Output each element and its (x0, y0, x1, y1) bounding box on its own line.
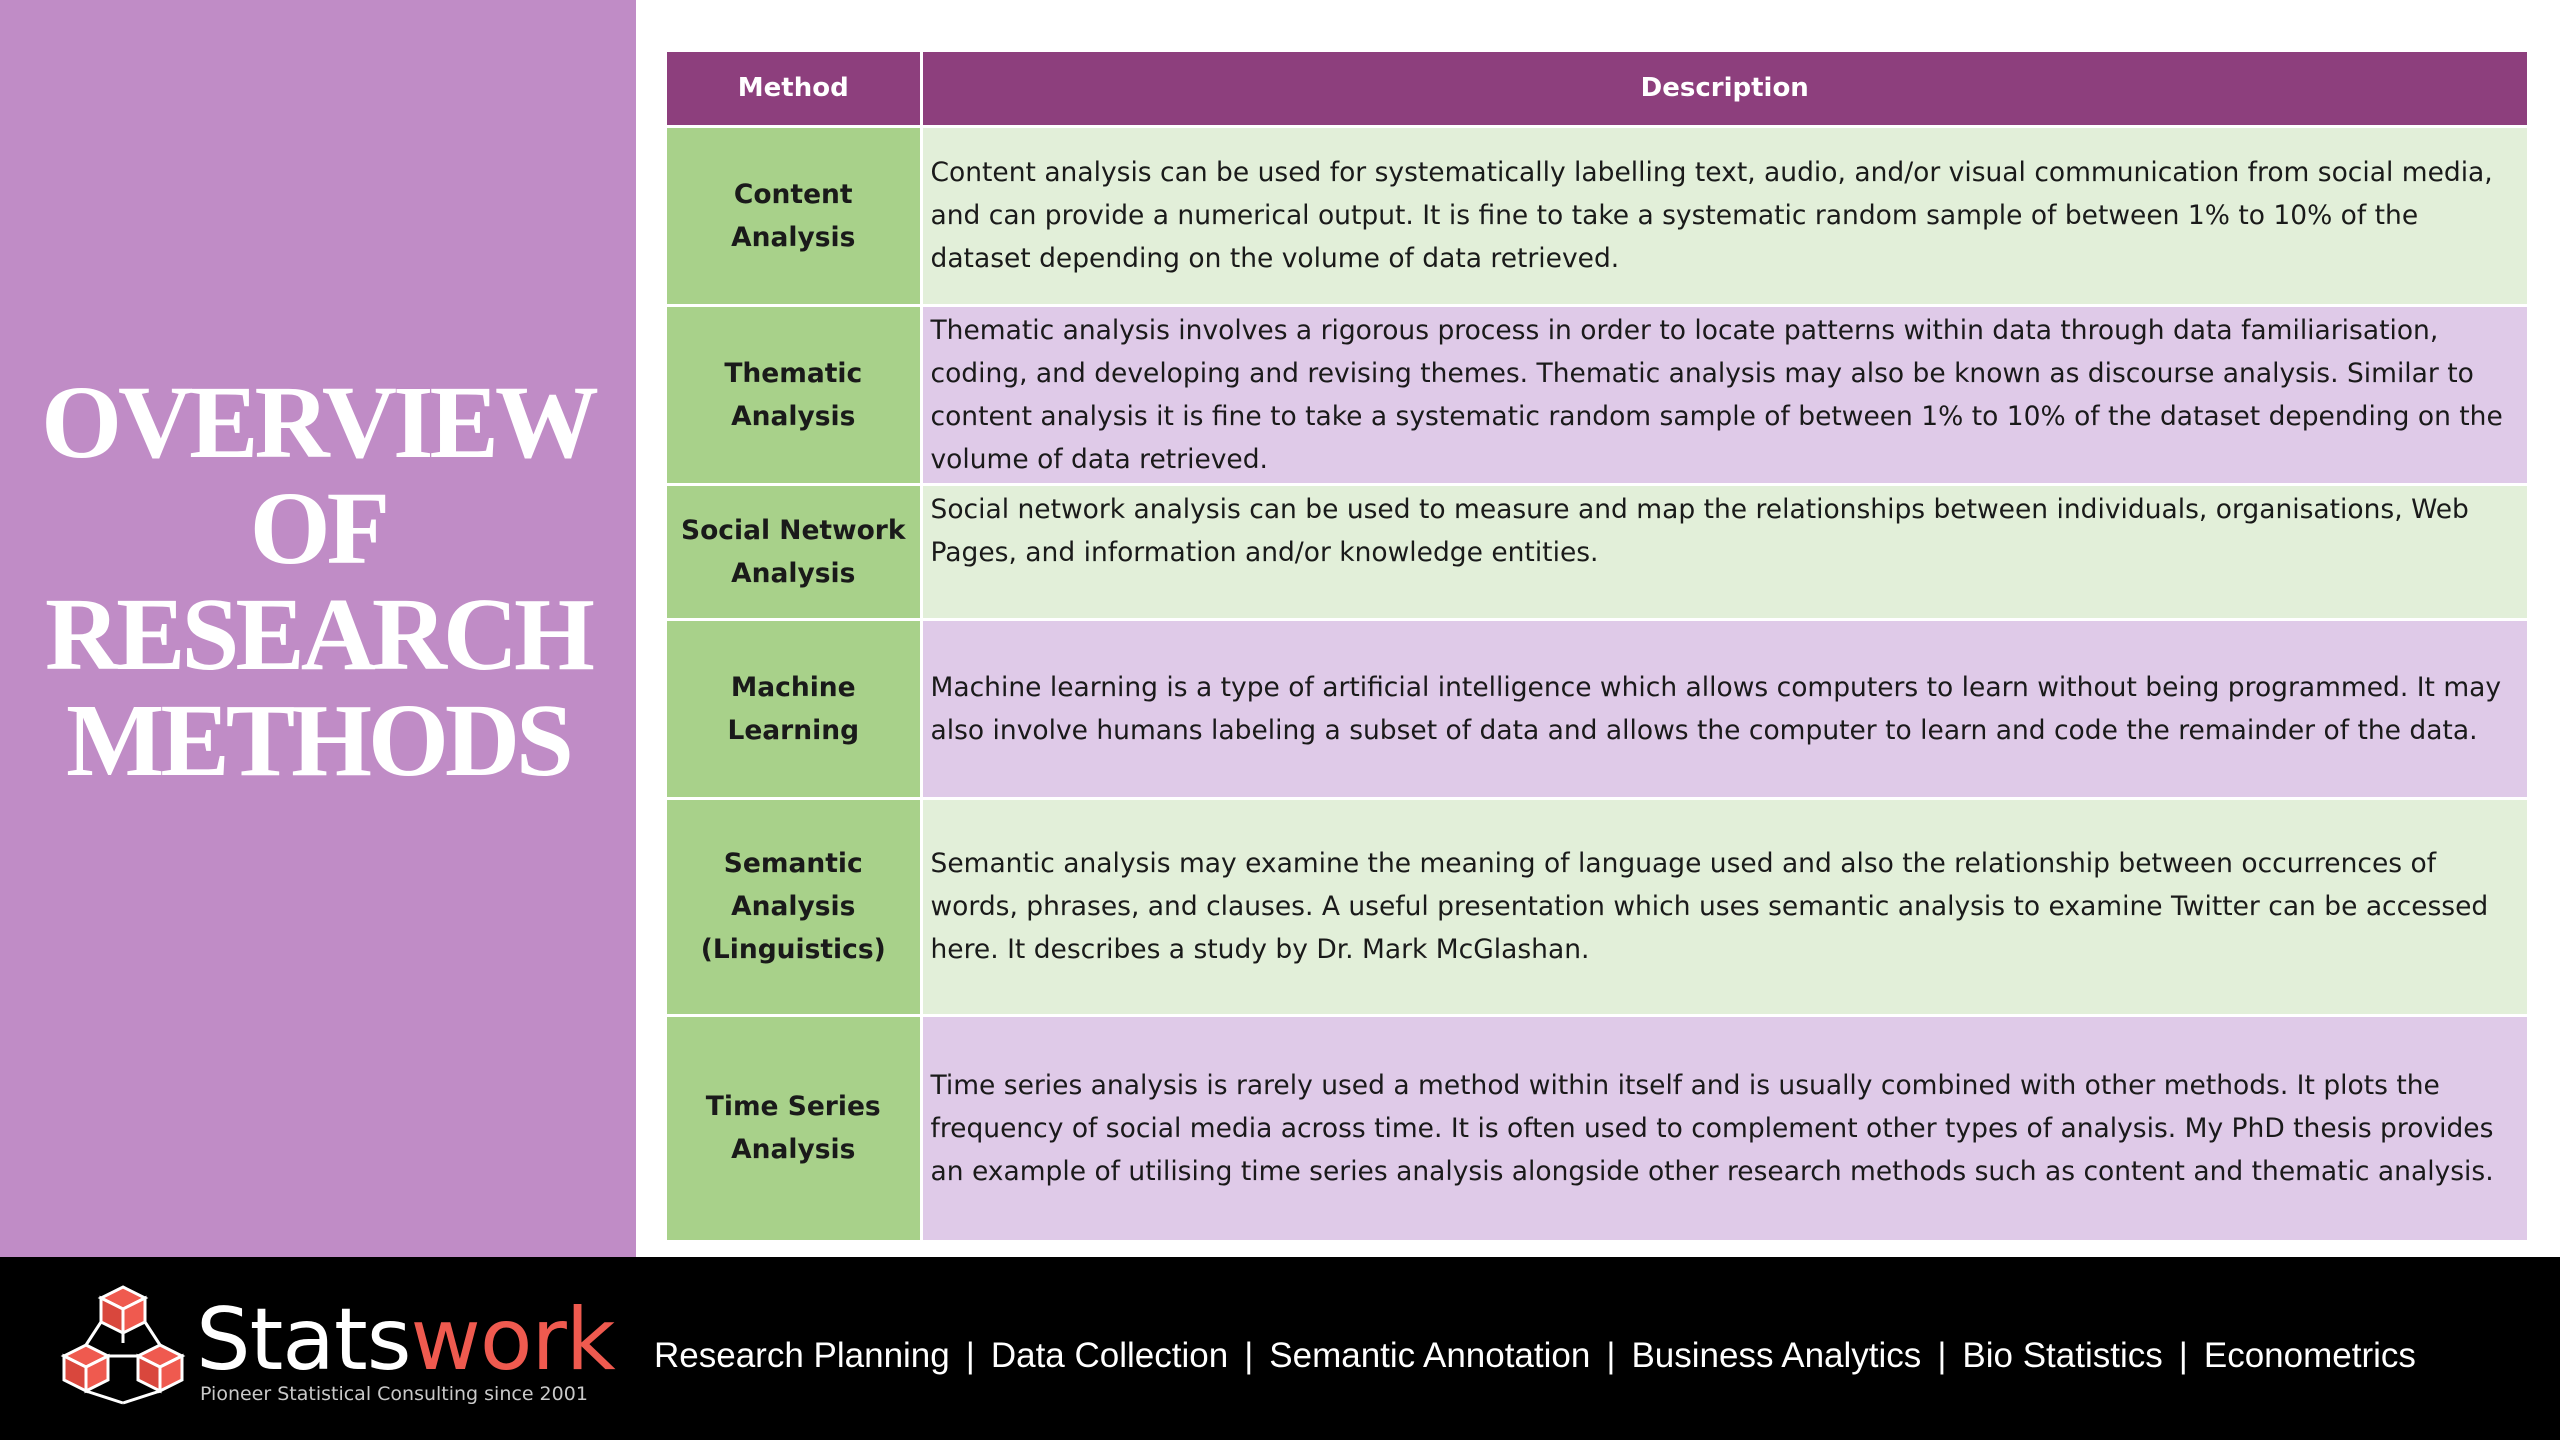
method-name-line: Social Network (681, 514, 906, 546)
table-row (667, 305, 2527, 484)
method-name-line: Semantic Analysis (723, 848, 863, 922)
footer-nav (654, 1331, 2416, 1381)
method-name: Content Analysis (731, 178, 856, 253)
nav-research-planning[interactable]: Research Planning (654, 1336, 950, 1375)
slide-title (0, 365, 636, 798)
table-header-row (667, 52, 2527, 126)
table-row (667, 619, 2527, 798)
nav-semantic-annotation[interactable]: Semantic Annotation (1269, 1336, 1591, 1375)
logo-text-stats: Stats (196, 1290, 411, 1390)
method-cell (667, 1015, 921, 1240)
title-line: RESEARCH (45, 577, 591, 692)
method-name-line: Analysis (731, 557, 856, 589)
table-row (667, 798, 2527, 1015)
nav-separator: | (1244, 1336, 1254, 1375)
description-cell: Social network analysis can be used to measure and map the relationships between individuals, organisations, Web Pages, and information and/or knowledge entities. (921, 484, 2527, 619)
description-column-header: Description (921, 52, 2527, 126)
nav-separator: | (2178, 1336, 2188, 1375)
method-name: Machine Learning (727, 671, 860, 746)
nav-business-analytics[interactable]: Business Analytics (1631, 1336, 1922, 1375)
description-cell: Time series analysis is rarely used a method within itself and is usually combined with other methods. It plots the frequency of social media across time. It is often used to complement other types of analysis. My PhD thesis provides an example of utilising time series analysis alongside other research methods such as content and thematic analysis. (921, 1015, 2527, 1240)
nav-econometrics[interactable]: Econometrics (2203, 1336, 2416, 1375)
method-cell (667, 305, 921, 484)
cubes-logo-icon (56, 1283, 190, 1407)
method-cell (667, 798, 921, 1015)
title-panel (0, 0, 636, 1257)
title-line: OVERVIEW (41, 365, 595, 480)
title-line: OF (249, 471, 387, 586)
title-line: METHODS (66, 683, 570, 798)
method-cell (667, 619, 921, 798)
description-cell: Machine learning is a type of artificial intelligence which allows computers to learn without being programmed. It may also involve humans labeling a subset of data and allows the computer to learn and code the remainder of the data. (921, 619, 2527, 798)
method-name: Thematic Analysis (724, 357, 863, 432)
method-cell (667, 484, 921, 619)
methods-table-container (667, 52, 2527, 1240)
nav-separator: | (1606, 1336, 1616, 1375)
logo-text-work: work (410, 1290, 615, 1390)
description-cell: Thematic analysis involves a rigorous process in order to locate patterns within data through data familiarisation, coding, and developing and revising themes. Thematic analysis may also be known as discourse analysis. Similar to content analysis it is fine to take a systematic random sample of between 1% to 10% of the dataset depending on the volume of data retrieved. (921, 305, 2527, 484)
method-column-header: Method (667, 52, 921, 126)
method-name-line: Time Series (705, 1091, 881, 1123)
methods-table (667, 52, 2527, 1240)
table-row (667, 1015, 2527, 1240)
description-cell: Semantic analysis may examine the meaning of language used and also the relationship between occurrences of words, phrases, and clauses. A useful presentation which uses semantic analysis to examine Twitter can be accessed here. It describes a study by Dr. Mark McGlashan. (921, 798, 2527, 1015)
method-name-line: (Linguistics) (700, 934, 886, 965)
method-cell (667, 126, 921, 305)
method-name-line: Analysis (731, 1134, 856, 1166)
description-cell: Content analysis can be used for systematically labelling text, audio, and/or visual communication from social media, and can provide a numerical output. It is fine to take a systematic random sample of between 1% to 10% of the dataset depending on the volume of data retrieved. (921, 126, 2527, 305)
logo-tagline: Pioneer Statistical Consulting since 2001 (200, 1383, 588, 1405)
nav-bio-statistics[interactable]: Bio Statistics (1962, 1336, 2163, 1375)
nav-data-collection[interactable]: Data Collection (990, 1336, 1229, 1375)
statswork-logo[interactable] (196, 1290, 615, 1390)
nav-separator: | (1937, 1336, 1947, 1375)
table-row (667, 484, 2527, 619)
nav-separator: | (965, 1336, 975, 1375)
table-row (667, 126, 2527, 305)
